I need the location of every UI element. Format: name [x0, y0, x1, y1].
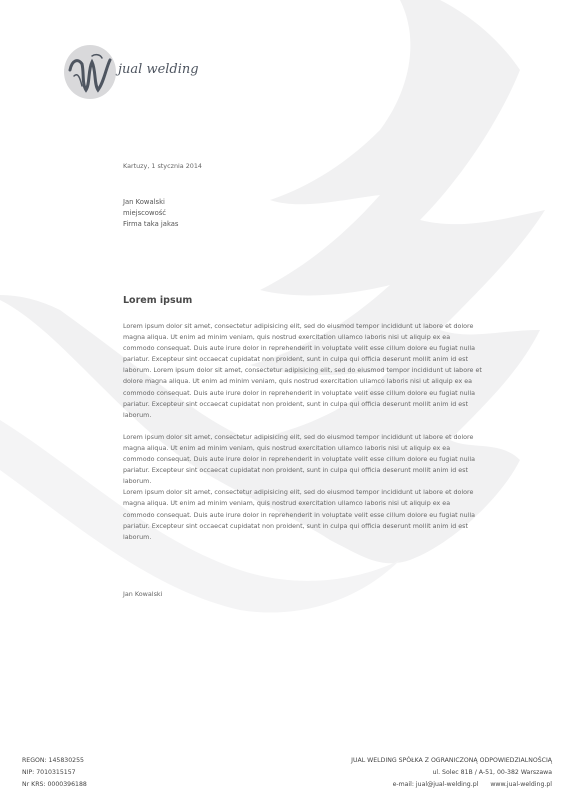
recipient-locality: miejscowość [123, 209, 167, 217]
body-paragraph: Lorem ipsum dolor sit amet, consectetur adipisicing elit, sed do eiusmod tempor incididunt ut labore et dolore magna aliqua. Ut enim ad minim veniam, quis nostrud exercitation ullamco laboris nisi ut aliquip ex ea commodo consequat. Duis aute irure dolor in reprehenderit in voluptate velit esse cillum dolore eu fugiat nulla pariatur. Excepteur sint occaecat cupidatat non proident, sunt in culpa qui officia deserunt mollit anim id est laborum. Lorem ipsum dolor sit amet, consectetur adipisicing elit, sed do eiusmod tempor incididunt ut labore et dolore magna aliqua. Ut enim ad minim veniam, quis nostrud exercitation ullamco laboris nisi ut aliquip ex ea commodo consequat. Duis aute irure dolor in reprehenderit in voluptate velit esse cillum dolore eu fugiat nulla pariatur. Excepteur sint occaecat cupidatat non proident, sunt in culpa qui officia deserunt mollit anim id est laborum. [123, 323, 482, 419]
signature: Jan Kowalski [123, 590, 163, 598]
krs-number: Nr KRS: 0000396188 [22, 781, 87, 788]
contact-row [351, 779, 552, 791]
footer-registration [22, 755, 87, 791]
email-link[interactable]: e-mail: jual@jual-welding.pl [392, 781, 479, 788]
company-address: ul. Solec 81B / A-51, 00-382 Warszawa [432, 769, 552, 776]
letter-date: Kartuzy, 1 stycznia 2014 [123, 162, 202, 170]
recipient-company: Firma taka jakas [123, 220, 179, 228]
footer-company-info [351, 755, 552, 791]
letter-body [123, 321, 483, 543]
logo-mark-icon [62, 42, 118, 102]
nip-number: NIP: 7010315157 [22, 769, 76, 776]
letter-heading: Lorem ipsum [123, 295, 193, 306]
company-logo [62, 42, 222, 102]
recipient-block [123, 197, 483, 230]
company-name: jual welding [118, 62, 199, 77]
body-paragraph: Lorem ipsum dolor sit amet, consectetur adipisicing elit, sed do eiusmod tempor incididunt ut labore et dolore magna aliqua. Ut enim ad minim veniam, quis nostrud exercitation ullamco laboris nisi ut aliquip ex ea commodo consequat. Duis aute irure dolor in reprehenderit in voluptate velit esse cillum dolore eu fugiat nulla pariatur. Excepteur sint occaecat cupidatat non proident, sunt in culpa qui officia deserunt mollit anim id est laborum. [123, 433, 476, 486]
company-full-name: JUAL WELDING SPÓŁKA Z OGRANICZONĄ ODPOWIEDZIALNOŚCIĄ [351, 757, 552, 764]
website-link[interactable]: www.jual-welding.pl [490, 781, 552, 788]
body-paragraph: Lorem ipsum dolor sit amet, consectetur adipisicing elit, sed do eiusmod tempor incididunt ut labore et dolore magna aliqua. Ut enim ad minim veniam, quis nostrud exercitation ullamco laboris nisi ut aliquip ex ea commodo consequat. Duis aute irure dolor in reprehenderit in voluptate velit esse cillum dolore eu fugiat nulla pariatur. Excepteur sint occaecat cupidatat non proident, sunt in culpa qui officia deserunt mollit anim id est laborum. [123, 489, 476, 541]
regon-number: REGON: 145830255 [22, 757, 84, 764]
recipient-name: Jan Kowalski [123, 198, 165, 206]
